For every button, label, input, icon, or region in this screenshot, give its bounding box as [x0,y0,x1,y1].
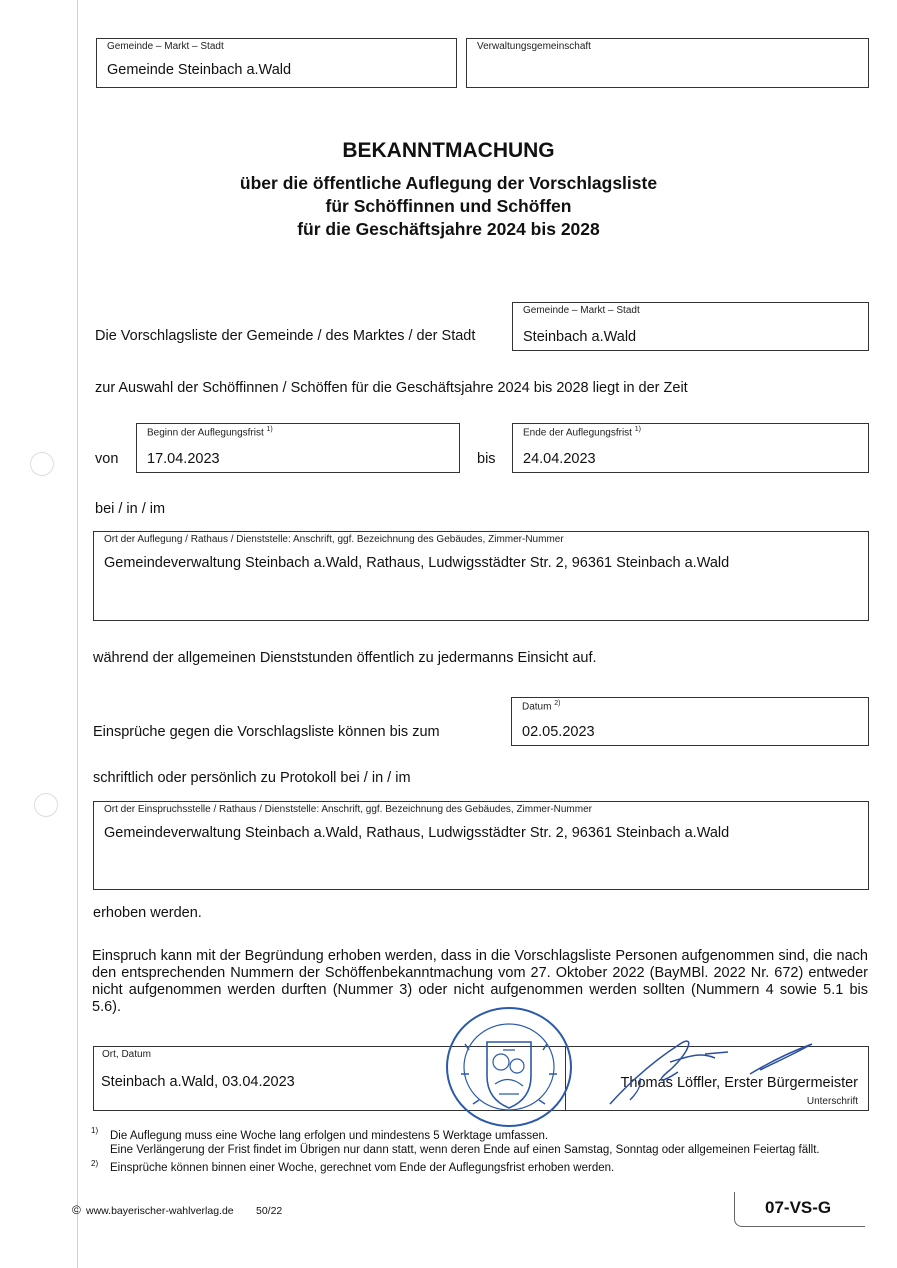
end-date-footnote-ref: 1) [634,426,641,433]
footnote-2-line-1: Einsprüche können binnen einer Woche, gerechnet vom Ende der Auflegungsfrist erhoben werden. [110,1162,615,1174]
von-label: von [95,451,119,467]
gemeinde-header-value: Gemeinde Steinbach a.Wald [107,62,292,78]
einsprueche-text: Einsprüche gegen die Vorschlagsliste können bis zum [93,724,440,740]
gemeinde-box-value: Steinbach a.Wald [523,329,637,345]
form-code: 07-VS-G [765,1198,832,1217]
gemeinde-header-label: Gemeinde – Markt – Stadt [107,41,224,52]
start-date-label: Beginn der Auflegungsfrist $^{1)}$ [147,426,273,439]
einspruch-date-footnote-ref: 2) [554,700,561,707]
punch-hole-top [30,452,54,476]
einspruch-date-label: Datum $^{2)}$ [522,700,561,713]
start-date-box [136,423,460,473]
einspruch-date-box [511,697,869,746]
copyright-symbol: © [72,1203,81,1217]
footnote-2-mark: 2) [91,1159,99,1168]
einspruch-paragraph: Einspruch kann mit der Begründung erhoben werden, dass in die Vorschlagsliste Personen aufgenommen sind, die nach den entsprechenden Nummern der Schöffenbekanntmachung vom 27. Oktober 2022 (BayMBl. 2022 Nr. 672) entweder nicht aufgenommen werden durften (Nummer 3) oder nicht aufgenommen werden sollten (Nummern 4 sowie 5.1 bis 5.6). [92,948,868,1015]
form-code-box [734,1192,865,1227]
start-date-footnote-ref: 1) [266,426,273,433]
gemeinde-box-label: Gemeinde – Markt – Stadt [523,305,640,316]
verwaltungsgemeinschaft-label: Verwaltungsgemeinschaft [477,41,591,52]
bis-label: bis [477,451,496,467]
footnote-1-line-2: Eine Verlängerung der Frist findet im Übrigen nur dann statt, wenn deren Ende auf einen Samstag, Sonntag oder allgemeinen Feiertag fällt. [110,1144,820,1156]
einspruch-location-label: Ort der Einspruchsstelle / Rathaus / Dienststelle: Anschrift, ggf. Bezeichnung des Gebäudes, Zimmer-Nummer [104,804,592,815]
end-date-value: 24.04.2023 [523,451,596,467]
subtitle-line-1: über die öffentliche Auflegung der Vorschlagsliste [239,173,658,193]
verwaltungsgemeinschaft-box [466,38,869,88]
subtitle-line-3: für die Geschäftsjahre 2024 bis 2028 [297,219,600,239]
bei-in-im-text: bei / in / im [95,501,166,517]
footnote-1-line-1: Die Auflegung muss eine Woche lang erfolgen und mindestens 5 Werktage umfassen. [110,1130,549,1142]
protokoll-text: schriftlich oder persönlich zu Protokoll bei / in / im [93,770,411,786]
gemeinde-box [512,302,869,351]
einspruch-date-value: 02.05.2023 [522,724,595,740]
handwritten-signature [600,1022,830,1112]
vorschlagsliste-text: Die Vorschlagsliste der Gemeinde / des Marktes / der Stadt [95,328,476,344]
auflegung-location-label: Ort der Auflegung / Rathaus / Dienststelle: Anschrift, ggf. Bezeichnung des Gebäudes, Zimmer-Nummer [104,534,564,545]
einspruch-location-box [93,801,869,890]
auflegung-location-value: Gemeindeverwaltung Steinbach a.Wald, Rathaus, Ludwigsstädter Str. 2, 96361 Steinbach a.Wald [104,555,730,571]
erhoben-werden-text: erhoben werden. [93,905,202,921]
unterschrift-label: Unterschrift [806,1096,858,1107]
einspruch-location-value: Gemeindeverwaltung Steinbach a.Wald, Rathaus, Ludwigsstädter Str. 2, 96361 Steinbach a.Wald [104,825,730,841]
punch-hole-bottom [34,793,58,817]
signer-name: Thomas Löffler, Erster Bürgermeister [620,1075,858,1091]
footnote-1-mark: 1) [91,1126,99,1135]
gemeinde-header-box [96,38,457,88]
version-number: 50/22 [256,1205,283,1217]
page-title: BEKANNTMACHUNG [342,139,555,162]
ort-datum-label: Ort, Datum [102,1049,151,1060]
start-date-value: 17.04.2023 [147,451,220,467]
dienststunden-text: während der allgemeinen Dienststunden öffentlich zu jedermanns Einsicht auf. [93,650,597,666]
ort-datum-value: Steinbach a.Wald, 03.04.2023 [101,1074,295,1090]
end-date-label: Ende der Auflegungsfrist $^{1)}$ [523,426,641,439]
official-seal [443,1004,575,1131]
publisher-link[interactable]: www.bayerischer-wahlverlag.de [86,1205,234,1217]
subtitle-line-2: für Schöffinnen und Schöffen [325,196,572,216]
auswahl-text: zur Auswahl der Schöffinnen / Schöffen für die Geschäftsjahre 2024 bis 2028 liegt in der Zeit [95,380,688,396]
end-date-box [512,423,869,473]
auflegung-location-box [93,531,869,621]
